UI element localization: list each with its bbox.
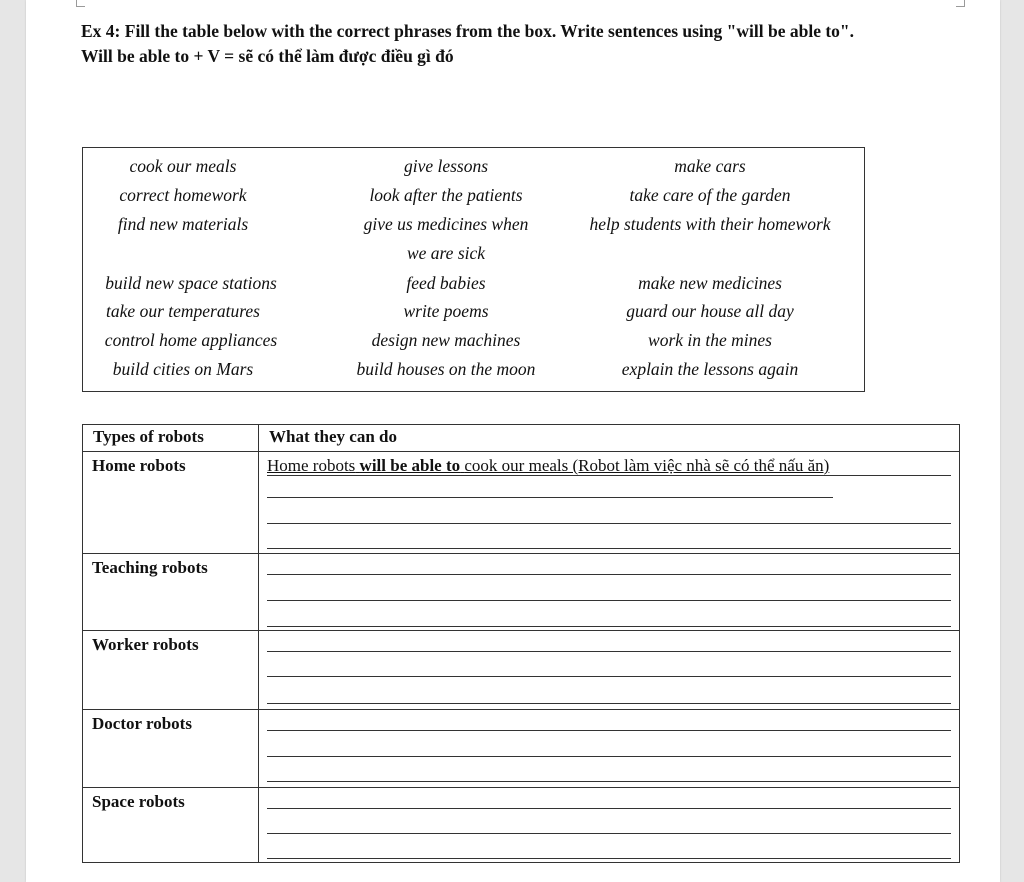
corner-mark	[76, 0, 85, 7]
row-label-home-robots: Home robots	[83, 452, 259, 554]
example-rest: cook our meals (Robot làm việc nhà sẽ có thể nấu ăn)	[464, 456, 830, 475]
answer-line	[267, 676, 951, 677]
answer-line	[267, 833, 951, 834]
corner-mark	[956, 0, 965, 7]
phrase: feed babies	[406, 273, 486, 293]
answer-line	[267, 497, 833, 498]
phrase: look after the patients	[369, 185, 523, 205]
phrase: guard our house all day	[626, 301, 794, 321]
answer-cell[interactable]	[259, 452, 960, 554]
example-sentence	[267, 456, 951, 476]
phrase: build cities on Mars	[112, 359, 254, 379]
phrase: write poems	[403, 301, 489, 321]
phrase: explain the lessons again	[621, 359, 799, 379]
phrase: make new medicines	[638, 273, 782, 293]
answer-line	[267, 858, 951, 859]
table-header-row	[83, 425, 960, 452]
phrase: take care of the garden	[629, 185, 791, 205]
phrase: build new space stations	[105, 273, 277, 293]
phrase: build houses on the moon	[356, 359, 536, 379]
answer-line	[267, 574, 951, 575]
answer-cell[interactable]	[259, 554, 960, 631]
row-label-doctor-robots: Doctor robots	[83, 710, 259, 788]
phrase: we are sick	[406, 243, 486, 263]
row-label-worker-robots: Worker robots	[83, 631, 259, 710]
table-row	[83, 631, 960, 710]
phrase-box	[82, 147, 865, 392]
answer-line	[267, 523, 951, 524]
answer-line	[267, 808, 951, 809]
table-row	[83, 554, 960, 631]
instruction-line-1: Ex 4: Fill the table below with the correct phrases from the box. Write sentences using "will be able to".	[81, 21, 854, 41]
example-subject: Home robots	[267, 456, 356, 475]
answer-line	[267, 600, 951, 601]
answer-line	[267, 651, 951, 652]
row-label-teaching-robots: Teaching robots	[83, 554, 259, 631]
answer-line	[267, 756, 951, 757]
phrase: make cars	[674, 156, 746, 176]
phrase: correct homework	[119, 185, 247, 205]
robots-table	[82, 424, 960, 863]
table-row	[83, 710, 960, 788]
answer-line	[267, 781, 951, 782]
answer-line	[267, 703, 951, 704]
row-label-space-robots: Space robots	[83, 788, 259, 863]
exercise-instructions	[81, 19, 854, 69]
phrase: cook our meals	[129, 156, 237, 176]
phrase: find new materials	[117, 214, 249, 234]
answer-line	[267, 475, 951, 476]
phrase: give us medicines when	[363, 214, 529, 234]
phrase: take our temperatures	[106, 301, 260, 321]
phrase: give lessons	[403, 156, 489, 176]
instruction-line-2: Will be able to + V = sẽ có thể làm được điều gì đó	[81, 46, 454, 66]
table-row	[83, 452, 960, 554]
answer-line	[267, 548, 951, 549]
table-row	[83, 788, 960, 863]
answer-cell[interactable]	[259, 710, 960, 788]
answer-cell[interactable]	[259, 788, 960, 863]
header-types-of-robots: Types of robots	[83, 425, 259, 452]
header-what-they-can-do: What they can do	[259, 425, 960, 452]
answer-cell[interactable]	[259, 631, 960, 710]
phrase: control home appliances	[104, 330, 278, 350]
phrase: work in the mines	[648, 330, 772, 350]
phrase: design new machines	[371, 330, 521, 350]
answer-line	[267, 626, 951, 627]
example-modal: will be able to	[359, 456, 461, 475]
phrase: help students with their homework	[589, 214, 831, 234]
answer-line	[267, 730, 951, 731]
